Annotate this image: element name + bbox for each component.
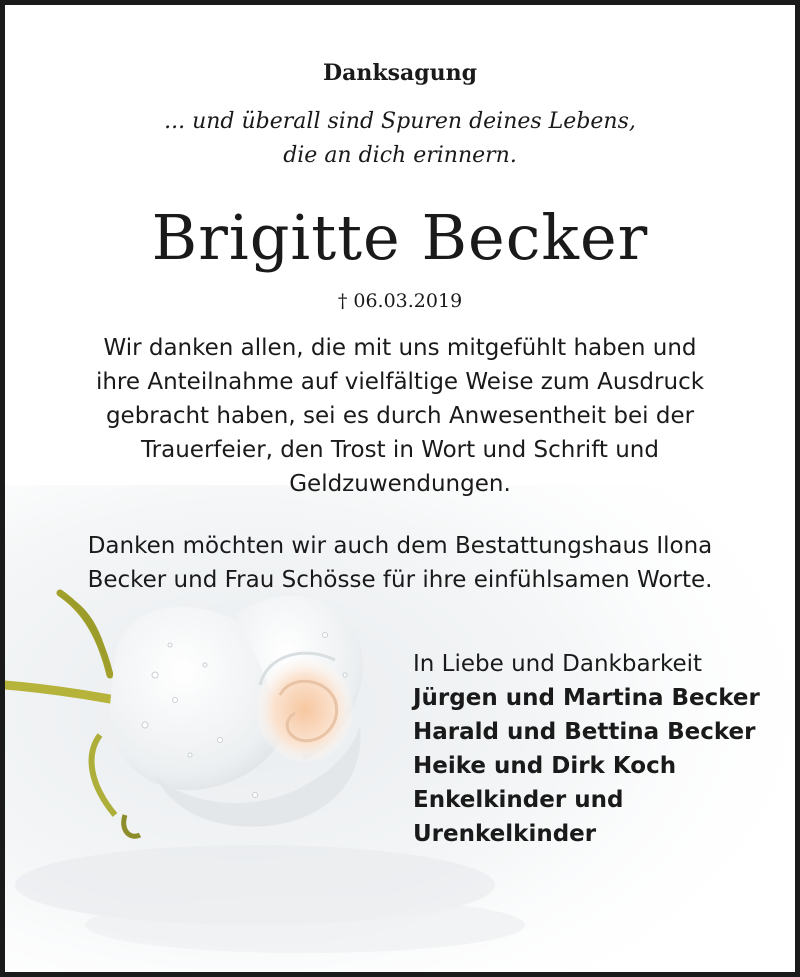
paragraph-line: Trauerfeier, den Trost in Wort und Schrift und: [141, 437, 659, 463]
funeral-home-thanks: [5, 529, 795, 597]
quote-line: die an dich erinnern.: [283, 143, 517, 168]
signature-block: [413, 647, 760, 851]
paragraph-line: Danken möchten wir auch dem Bestattungshaus Ilona: [87, 533, 713, 559]
quote-line: ... und überall sind Spuren deines Lebens,: [164, 109, 636, 134]
thanks-paragraph: [5, 331, 795, 501]
paragraph-line: ihre Anteilnahme auf vielfältige Weise zum Ausdruck: [95, 369, 705, 395]
paragraph-line: Becker und Frau Schösse für ihre einfühlsamen Worte.: [87, 567, 713, 593]
signature-intro: In Liebe und Dankbarkeit: [413, 651, 703, 677]
signatory: Harald und Bettina Becker: [413, 719, 756, 745]
signatory: Enkelkinder und: [413, 787, 624, 813]
death-date: † 06.03.2019: [337, 290, 463, 312]
quote: [5, 105, 795, 173]
signatory: Jürgen und Martina Becker: [413, 685, 760, 711]
signatory: Heike und Dirk Koch: [413, 753, 677, 779]
paragraph-line: Geldzuwendungen.: [289, 471, 511, 497]
heading: Danksagung: [323, 60, 477, 86]
paragraph-line: gebracht haben, sei es durch Anwesentheit bei der: [105, 403, 695, 429]
signatory: Urenkelkinder: [413, 821, 597, 847]
paragraph-line: Wir danken allen, die mit uns mitgefühlt haben und: [103, 335, 697, 361]
deceased-name: Brigitte Becker: [151, 201, 649, 274]
